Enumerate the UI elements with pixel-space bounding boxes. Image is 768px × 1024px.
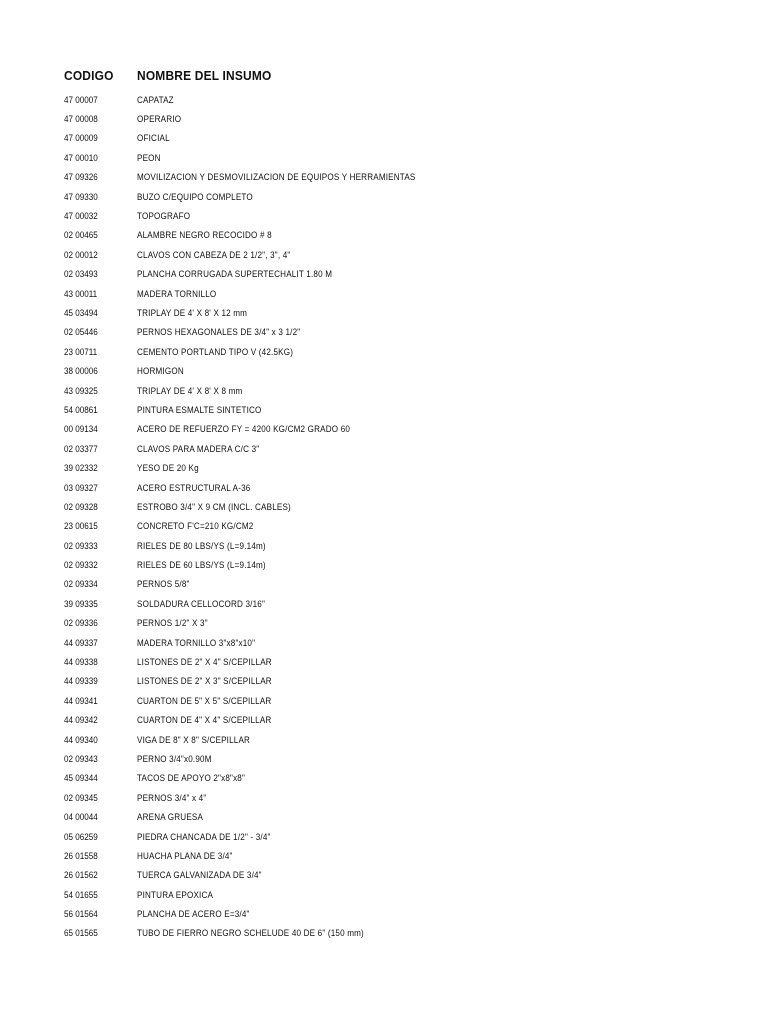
table-row [64, 478, 744, 497]
codigo-cell: 44 09338 [64, 657, 98, 668]
codigo-cell: 39 02332 [64, 463, 98, 474]
table-body [64, 90, 744, 943]
codigo-cell: 45 09344 [64, 773, 98, 784]
nombre-cell: CAPATAZ [137, 94, 174, 105]
codigo-cell: 04 00044 [64, 812, 98, 823]
codigo-cell: 38 00006 [64, 366, 98, 377]
nombre-cell: OPERARIO [137, 114, 182, 125]
table-row [64, 420, 744, 439]
nombre-cell: HUACHA PLANA DE 3/4" [137, 850, 233, 861]
nombre-cell: CUARTON DE 4" X 4" S/CEPILLAR [137, 715, 272, 726]
table-row [64, 109, 744, 128]
nombre-cell: ARENA GRUESA [137, 812, 204, 823]
table-row [64, 361, 744, 380]
nombre-cell: TRIPLAY DE 4' X 8' X 12 mm [137, 307, 248, 318]
nombre-cell: ESTROBO 3/4" X 9 CM (INCL. CABLES) [137, 501, 291, 512]
nombre-cell: LISTONES DE 2" X 4" S/CEPILLAR [137, 657, 272, 668]
table-row [64, 730, 744, 749]
nombre-cell: CUARTON DE 5" X 5" S/CEPILLAR [137, 695, 272, 706]
nombre-cell: TACOS DE APOYO 2"x8"x8" [137, 773, 246, 784]
codigo-cell: 02 09333 [64, 540, 98, 551]
table-row [64, 245, 744, 264]
table-row [64, 226, 744, 245]
nombre-cell: PIEDRA CHANCADA DE 1/2" - 3/4" [137, 831, 271, 842]
table-row [64, 614, 744, 633]
table-row [64, 904, 744, 923]
table-row [64, 342, 744, 361]
table-header [64, 68, 744, 90]
codigo-cell: 54 01655 [64, 889, 98, 900]
codigo-cell: 44 09339 [64, 676, 98, 687]
codigo-cell: 54 00861 [64, 404, 98, 415]
codigo-cell: 47 00032 [64, 211, 98, 222]
nombre-cell: ALAMBRE NEGRO RECOCIDO # 8 [137, 230, 272, 241]
table-row [64, 749, 744, 768]
codigo-cell: 02 09343 [64, 753, 98, 764]
codigo-cell: 56 01564 [64, 909, 98, 920]
nombre-cell: TUERCA GALVANIZADA DE 3/4" [137, 870, 262, 881]
nombre-cell: PEON [137, 152, 161, 163]
nombre-cell: MADERA TORNILLO [137, 288, 217, 299]
table-row [64, 885, 744, 904]
table-row [64, 458, 744, 477]
table-row [64, 129, 744, 148]
nombre-cell: BUZO C/EQUIPO COMPLETO [137, 191, 253, 202]
document-page [64, 68, 744, 943]
nombre-cell: MADERA TORNILLO 3"x8"x10" [137, 637, 256, 648]
table-row [64, 536, 744, 555]
codigo-cell: 02 09332 [64, 560, 98, 571]
table-row [64, 672, 744, 691]
table-row [64, 711, 744, 730]
table-row [64, 652, 744, 671]
table-row [64, 866, 744, 885]
codigo-cell: 03 09327 [64, 482, 98, 493]
table-row [64, 594, 744, 613]
nombre-cell: LISTONES DE 2" X 3" S/CEPILLAR [137, 676, 272, 687]
nombre-cell: ACERO ESTRUCTURAL A-36 [137, 482, 251, 493]
nombre-cell: HORMIGON [137, 366, 184, 377]
codigo-cell: 05 06259 [64, 831, 98, 842]
nombre-cell: PERNOS 3/4" x 4" [137, 792, 207, 803]
codigo-cell: 26 01558 [64, 850, 98, 861]
codigo-cell: 02 09345 [64, 792, 98, 803]
codigo-cell: 47 00009 [64, 133, 98, 144]
nombre-cell: CEMENTO PORTLAND TIPO V (42.5KG) [137, 346, 294, 357]
table-row [64, 303, 744, 322]
table-row [64, 633, 744, 652]
table-row [64, 206, 744, 225]
table-row [64, 323, 744, 342]
nombre-cell: PERNO 3/4"x0.90M [137, 753, 212, 764]
codigo-cell: 65 01565 [64, 928, 98, 939]
codigo-cell: 47 00007 [64, 94, 98, 105]
table-row [64, 575, 744, 594]
codigo-cell: 43 09325 [64, 385, 98, 396]
codigo-cell: 02 09334 [64, 579, 98, 590]
codigo-cell: 02 03493 [64, 269, 98, 280]
table-row [64, 827, 744, 846]
table-row [64, 691, 744, 710]
nombre-cell: PERNOS HEXAGONALES DE 3/4" x 3 1/2" [137, 327, 301, 338]
codigo-cell: 02 00012 [64, 249, 98, 260]
codigo-cell: 02 09328 [64, 501, 98, 512]
table-row [64, 924, 744, 943]
codigo-cell: 45 03494 [64, 307, 98, 318]
codigo-cell: 44 09341 [64, 695, 98, 706]
nombre-cell: SOLDADURA CELLOCORD 3/16" [137, 598, 266, 609]
table-row [64, 807, 744, 826]
nombre-cell: PINTURA ESMALTE SINTETICO [137, 404, 262, 415]
nombre-cell: OFICIAL [137, 133, 170, 144]
table-row [64, 265, 744, 284]
nombre-cell: TUBO DE FIERRO NEGRO SCHELUDE 40 DE 6" (150 mm) [137, 928, 364, 939]
codigo-cell: 47 09326 [64, 172, 98, 183]
codigo-cell: 44 09340 [64, 734, 98, 745]
codigo-cell: 44 09337 [64, 637, 98, 648]
table-row [64, 148, 744, 167]
codigo-cell: 02 03377 [64, 443, 98, 454]
nombre-cell: VIGA DE 8" X 8" S/CEPILLAR [137, 734, 251, 745]
nombre-cell: PLANCHA CORRUGADA SUPERTECHALIT 1.80 M [137, 269, 333, 280]
table-row [64, 769, 744, 788]
nombre-cell: CONCRETO F'C=210 KG/CM2 [137, 521, 254, 532]
codigo-cell: 47 00010 [64, 152, 98, 163]
nombre-cell: RIELES DE 80 LBS/YS (L=9.14m) [137, 540, 266, 551]
nombre-cell: CLAVOS CON CABEZA DE 2 1/2", 3", 4" [137, 249, 291, 260]
column-header-nombre: NOMBRE DEL INSUMO [137, 68, 272, 83]
codigo-cell: 23 00615 [64, 521, 98, 532]
nombre-cell: TOPOGRAFO [137, 211, 191, 222]
codigo-cell: 00 09134 [64, 424, 98, 435]
nombre-cell: PLANCHA DE ACERO E=3/4" [137, 909, 250, 920]
table-row [64, 788, 744, 807]
table-row [64, 90, 744, 109]
codigo-cell: 47 09330 [64, 191, 98, 202]
table-row [64, 187, 744, 206]
table-row [64, 439, 744, 458]
codigo-cell: 02 09336 [64, 618, 98, 629]
codigo-cell: 39 09335 [64, 598, 98, 609]
table-row [64, 381, 744, 400]
codigo-cell: 44 09342 [64, 715, 98, 726]
table-row [64, 284, 744, 303]
codigo-cell: 02 05446 [64, 327, 98, 338]
table-row [64, 846, 744, 865]
codigo-cell: 02 00465 [64, 230, 98, 241]
nombre-cell: CLAVOS PARA MADERA C/C 3" [137, 443, 260, 454]
nombre-cell: TRIPLAY DE 4' X 8' X 8 mm [137, 385, 243, 396]
nombre-cell: PERNOS 1/2" X 3" [137, 618, 208, 629]
codigo-cell: 47 00008 [64, 114, 98, 125]
nombre-cell: PERNOS 5/8" [137, 579, 190, 590]
column-header-codigo: CODIGO [64, 68, 114, 83]
nombre-cell: RIELES DE 60 LBS/YS (L=9.14m) [137, 560, 266, 571]
nombre-cell: ACERO DE REFUERZO FY = 4200 KG/CM2 GRADO 60 [137, 424, 351, 435]
table-row [64, 555, 744, 574]
codigo-cell: 26 01562 [64, 870, 98, 881]
table-row [64, 168, 744, 187]
nombre-cell: YESO DE 20 Kg [137, 463, 199, 474]
codigo-cell: 23 00711 [64, 346, 98, 357]
nombre-cell: MOVILIZACION Y DESMOVILIZACION DE EQUIPOS Y HERRAMIENTAS [137, 172, 416, 183]
nombre-cell: PINTURA EPOXICA [137, 889, 214, 900]
table-row [64, 517, 744, 536]
table-row [64, 400, 744, 419]
table-row [64, 497, 744, 516]
codigo-cell: 43 00011 [64, 288, 98, 299]
